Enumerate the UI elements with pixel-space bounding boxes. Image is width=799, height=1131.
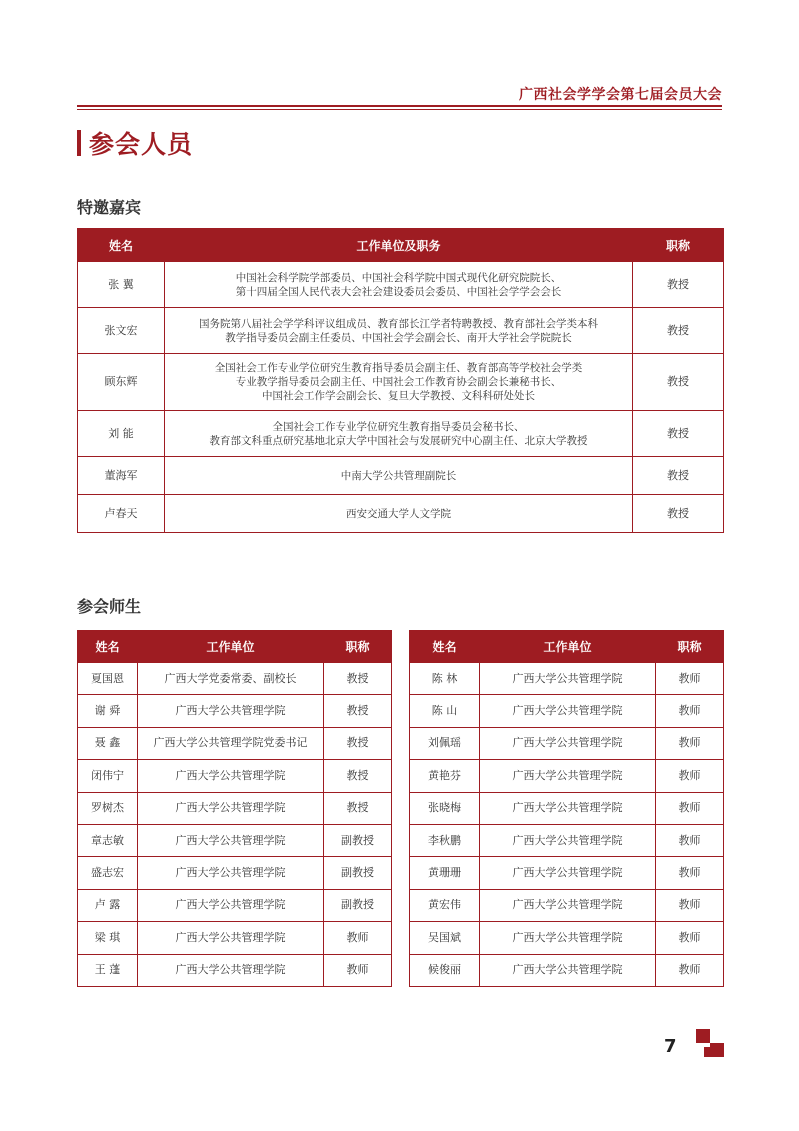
- column-header-position: 工作单位及职务: [165, 229, 633, 262]
- participant-rank: 教师: [656, 857, 724, 889]
- table-row: [410, 857, 724, 889]
- table-row: [410, 889, 724, 921]
- participant-rank: 教授: [324, 760, 392, 792]
- column-header-name: 姓名: [410, 631, 480, 663]
- participant-rank: 教授: [324, 792, 392, 824]
- participant-rank: 教师: [656, 824, 724, 856]
- header-title: 广西社会学学会第七届会员大会: [519, 87, 722, 103]
- corner-decoration-square: [704, 1047, 710, 1057]
- participant-unit: 广西大学公共管理学院: [138, 792, 324, 824]
- table-row: [78, 262, 724, 308]
- table-row: [78, 857, 392, 889]
- participants-left-table: [77, 630, 392, 987]
- participant-name: 夏国恩: [78, 663, 138, 695]
- participant-unit: 广西大学公共管理学院: [480, 857, 656, 889]
- participant-name: 黄宏伟: [410, 889, 480, 921]
- participant-unit: 广西大学公共管理学院: [480, 727, 656, 759]
- participant-unit: 广西大学公共管理学院: [480, 760, 656, 792]
- participant-rank: 教师: [656, 954, 724, 986]
- participants-left-header-row: [78, 631, 392, 663]
- table-row: [78, 308, 724, 354]
- column-header-name: 姓名: [78, 631, 138, 663]
- table-row: [410, 792, 724, 824]
- guest-name: 张 翼: [78, 262, 165, 308]
- participant-name: 张晓梅: [410, 792, 480, 824]
- table-row: [78, 727, 392, 759]
- table-row: [78, 922, 392, 954]
- participant-rank: 教授: [324, 727, 392, 759]
- participant-unit: 广西大学公共管理学院党委书记: [138, 727, 324, 759]
- column-header-rank: 职称: [633, 229, 724, 262]
- guest-position: 西安交通大学人文学院: [165, 495, 633, 533]
- guest-name: 顾东辉: [78, 354, 165, 411]
- participant-unit: 广西大学党委常委、副校长: [138, 663, 324, 695]
- table-row: [78, 495, 724, 533]
- page-number: 7: [664, 1036, 677, 1057]
- guest-rank: 教授: [633, 411, 724, 457]
- participant-name: 谢 舜: [78, 695, 138, 727]
- column-header-unit: 工作单位: [138, 631, 324, 663]
- participant-rank: 教授: [324, 695, 392, 727]
- participant-name: 聂 鑫: [78, 727, 138, 759]
- column-header-name: 姓名: [78, 229, 165, 262]
- guest-position: 全国社会工作专业学位研究生教育指导委员会秘书长、 教育部文科重点研究基地北京大学中国社会与发展研究中心副主任、北京大学教授: [165, 411, 633, 457]
- participant-rank: 教师: [656, 695, 724, 727]
- guest-position: 国务院第八届社会学学科评议组成员、教育部长江学者特聘教授、教育部社会学类本科 教学指导委员会副主任委员、中国社会学会副会长、南开大学社会学院院长: [165, 308, 633, 354]
- table-row: [78, 889, 392, 921]
- participant-name: 候俊丽: [410, 954, 480, 986]
- participants-title: 参会师生: [77, 597, 142, 616]
- participant-rank: 教师: [324, 922, 392, 954]
- participant-name: 黄珊珊: [410, 857, 480, 889]
- participant-unit: 广西大学公共管理学院: [480, 889, 656, 921]
- guest-rank: 教授: [633, 262, 724, 308]
- table-row: [78, 695, 392, 727]
- participant-unit: 广西大学公共管理学院: [480, 663, 656, 695]
- participant-name: 吴国斌: [410, 922, 480, 954]
- table-row: [78, 457, 724, 495]
- column-header-unit: 工作单位: [480, 631, 656, 663]
- table-row: [78, 824, 392, 856]
- section-title: 参会人员: [89, 130, 194, 159]
- table-row: [78, 760, 392, 792]
- guest-rank: 教授: [633, 495, 724, 533]
- participant-rank: 教授: [324, 663, 392, 695]
- participant-name: 陈 林: [410, 663, 480, 695]
- participant-rank: 教师: [656, 889, 724, 921]
- participant-unit: 广西大学公共管理学院: [480, 954, 656, 986]
- guests-title: 特邀嘉宾: [77, 198, 142, 217]
- participant-unit: 广西大学公共管理学院: [138, 824, 324, 856]
- participants-right-table: [409, 630, 724, 987]
- participant-rank: 教师: [656, 760, 724, 792]
- participant-rank: 教师: [656, 922, 724, 954]
- table-row: [410, 695, 724, 727]
- guest-name: 张文宏: [78, 308, 165, 354]
- table-row: [410, 824, 724, 856]
- participant-unit: 广西大学公共管理学院: [138, 760, 324, 792]
- table-row: [410, 663, 724, 695]
- guest-rank: 教授: [633, 308, 724, 354]
- guest-position: 全国社会工作专业学位研究生教育指导委员会副主任、教育部高等学校社会学类 专业教学指导委员会副主任、中国社会工作教育协会副会长兼秘书长、 中国社会工作学会副会长、复旦大学教授、文科科研处处长: [165, 354, 633, 411]
- table-row: [410, 954, 724, 986]
- guests-header-row: [78, 229, 724, 262]
- table-row: [78, 792, 392, 824]
- participant-rank: 教师: [656, 792, 724, 824]
- participants-right-header-row: [410, 631, 724, 663]
- guest-rank: 教授: [633, 354, 724, 411]
- column-header-rank: 职称: [656, 631, 724, 663]
- participant-name: 闭伟宁: [78, 760, 138, 792]
- participant-name: 盛志宏: [78, 857, 138, 889]
- guest-name: 卢春天: [78, 495, 165, 533]
- table-row: [78, 954, 392, 986]
- participant-unit: 广西大学公共管理学院: [138, 954, 324, 986]
- guests-table: [77, 228, 724, 533]
- participant-rank: 教师: [656, 663, 724, 695]
- participant-rank: 副教授: [324, 824, 392, 856]
- table-row: [410, 922, 724, 954]
- table-row: [410, 727, 724, 759]
- participant-unit: 广西大学公共管理学院: [480, 792, 656, 824]
- participant-name: 陈 山: [410, 695, 480, 727]
- participant-unit: 广西大学公共管理学院: [480, 922, 656, 954]
- participant-name: 李秋鹏: [410, 824, 480, 856]
- section-title-bar: [77, 130, 81, 156]
- table-row: [78, 663, 392, 695]
- table-row: [410, 760, 724, 792]
- column-header-rank: 职称: [324, 631, 392, 663]
- participant-name: 王 蓬: [78, 954, 138, 986]
- participant-name: 罗树杰: [78, 792, 138, 824]
- guest-rank: 教授: [633, 457, 724, 495]
- participant-rank: 副教授: [324, 889, 392, 921]
- participant-name: 章志敏: [78, 824, 138, 856]
- header-divider: [77, 105, 722, 107]
- participant-name: 梁 琪: [78, 922, 138, 954]
- guest-position: 中南大学公共管理副院长: [165, 457, 633, 495]
- participant-rank: 副教授: [324, 857, 392, 889]
- participant-unit: 广西大学公共管理学院: [138, 857, 324, 889]
- participant-rank: 教师: [324, 954, 392, 986]
- participant-rank: 教师: [656, 727, 724, 759]
- corner-decoration-square: [710, 1043, 724, 1057]
- participant-unit: 广西大学公共管理学院: [138, 889, 324, 921]
- guest-position: 中国社会科学院学部委员、中国社会科学院中国式现代化研究院院长、 第十四届全国人民代表大会社会建设委员会委员、中国社会学学会会长: [165, 262, 633, 308]
- participant-unit: 广西大学公共管理学院: [480, 695, 656, 727]
- table-row: [78, 354, 724, 411]
- participant-unit: 广西大学公共管理学院: [480, 824, 656, 856]
- participant-name: 卢 露: [78, 889, 138, 921]
- corner-decoration-square: [696, 1029, 710, 1043]
- participant-unit: 广西大学公共管理学院: [138, 922, 324, 954]
- header-divider-thin: [77, 109, 722, 110]
- participant-name: 黄艳芬: [410, 760, 480, 792]
- table-row: [78, 411, 724, 457]
- guest-name: 董海军: [78, 457, 165, 495]
- participant-name: 刘佩瑶: [410, 727, 480, 759]
- participant-unit: 广西大学公共管理学院: [138, 695, 324, 727]
- guest-name: 刘 能: [78, 411, 165, 457]
